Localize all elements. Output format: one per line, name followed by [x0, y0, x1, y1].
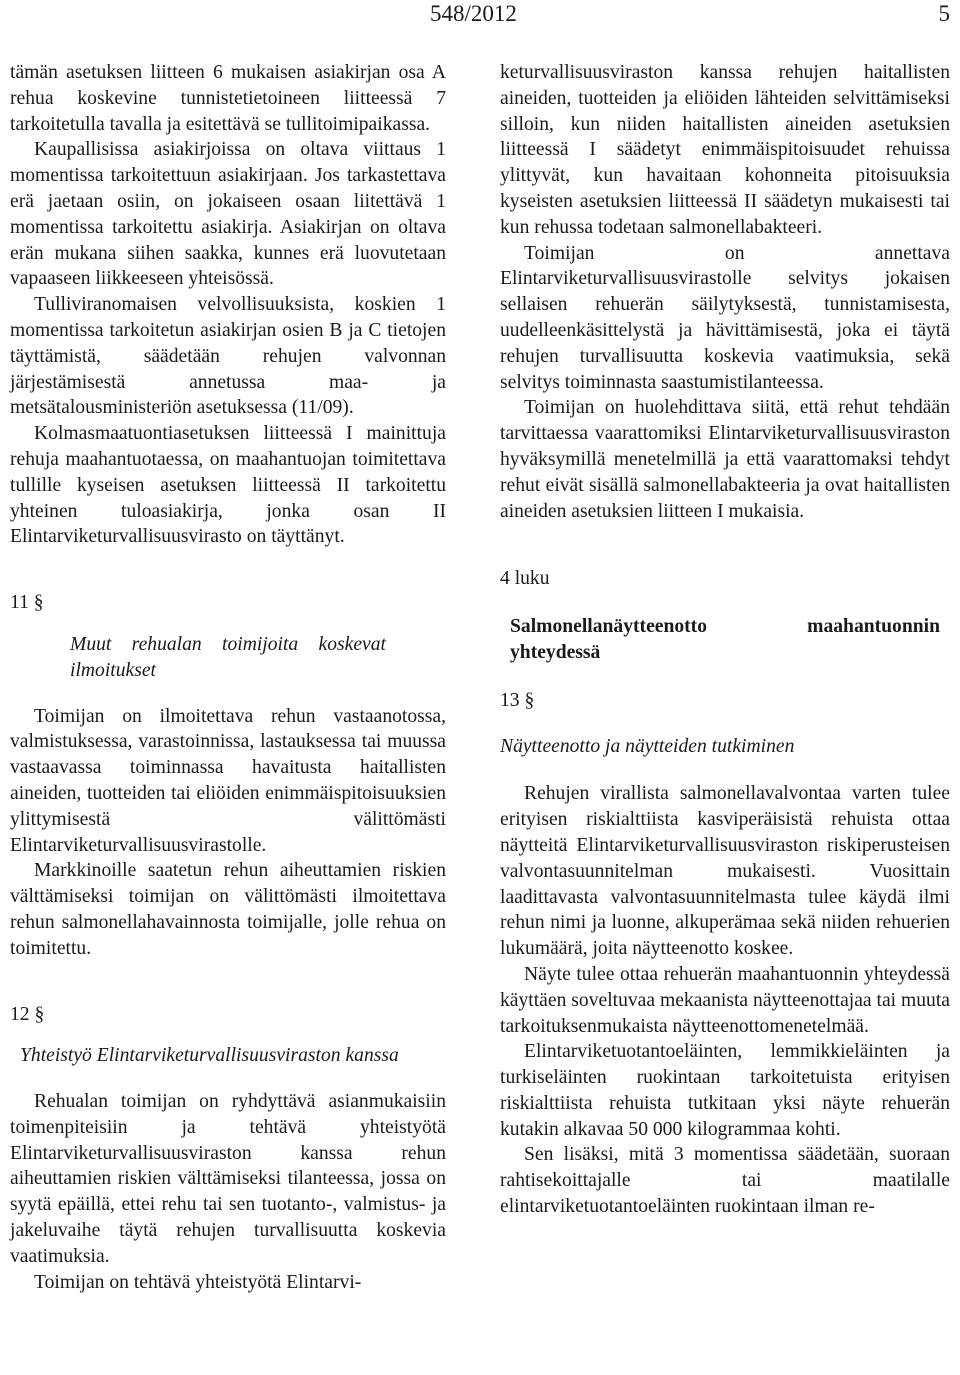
paragraph: Toimijan on annettava Elintarviketurvallisuusvirastolle selvitys jokaisen sellaisen rehuerän säilytyksestä, tunnistamisesta, uudelleenkäsittelystä ja hävittämisestä, joka ei täytä rehujen turvallisuutta koskevia vaatimuksia, sekä selvitys toiminnasta saastumistilanteessa.: [500, 242, 950, 393]
paragraph: Sen lisäksi, mitä 3 momentissa säädetään, suoraan rahtisekoittajalle tai maatilalle elintarviketuotantoeläinten ruokintaan ilman re-: [500, 1144, 950, 1218]
paragraph: Kaupallisissa asiakirjoissa on oltava viittaus 1 momentissa tarkoitettuun asiakirjaan. Jos tarkastettava erä jaetaan osiin, on jokaiseen osaan liitettävä 1 momentissa tarkoitettu asiakirja. Asiakirjan on oltava erän mukana siihen saakka, kunnes erä luovutetaan vapaaseen liikkeeseen yhteisössä.: [10, 139, 446, 290]
paragraph: tämän asetuksen liitteen 6 mukaisen asiakirjan osa A rehua koskevine tunnistetietoineen liitteessä 7 tarkoitetulla tavalla ja esitettävä se tullitoimipaikassa.: [10, 62, 446, 135]
paragraph: Markkinoille saatetun rehun aiheuttamien riskien välttämiseksi toimijan on välittömästi ilmoitettava rehun salmonellahavainnosta toimijalle, jolle rehua on toimitettu.: [10, 860, 446, 959]
chapter-title: Salmonellanäytteenotto maahantuonnin yhteydessä: [510, 616, 940, 663]
paragraph: Toimijan on ilmoitettava rehun vastaanotossa, valmistuksessa, varastoinnissa, lastauksessa tai muussa vastaavassa toiminnassa havaitusta haitallisten aineiden, tuotteiden tai eliöiden enimmäispitoisuuksien ylittymisestä välittömästi Elintarviketurvallisuusvirastolle.: [10, 705, 446, 856]
section-number: 12 §: [10, 1003, 45, 1025]
section-title: Muut rehualan toimijoita koskevat ilmoitukset: [70, 633, 386, 681]
paragraph: Rehualan toimijan on ryhdyttävä asianmukaisiin toimenpiteisiin ja tehtävä yhteistyötä Elintarviketurvallisuusviraston kanssa rehun aiheuttamien riskien välttämiseksi tilanteessa, jossa on syytä epäillä, ettei rehu tai sen tuotanto-, valmistus- ja jakeluvaihe täytä rehujen turvallisuutta koskevia vaatimuksia.: [10, 1091, 446, 1267]
paragraph: Kolmasmaatuontiasetuksen liitteessä I mainittuja rehuja maahantuotaessa, on maahantuojan toimitettava tullille kyseisen asetuksen liitteessä II tarkoitettu yhteinen tuloasiakirja, jonka osan II Elintarviketurvallisuusvirasto on täyttänyt.: [10, 423, 446, 548]
section-number: 13 §: [500, 689, 535, 711]
page-number: 5: [938, 1, 950, 26]
paragraph: Toimijan on tehtävä yhteistyötä Elintarvi-: [34, 1271, 362, 1293]
paragraph: keturvallisuusviraston kanssa rehujen haitallisten aineiden, tuotteiden ja eliöiden lähteiden selvittämiseksi silloin, kun niiden haitallisten aineiden asetuksien liitteessä I säädetyt enimmäispitoisuudet rehuissa ylittyvät, kun havaitaan kohonneita pitoisuuksia kyseisten asetuksien liitteessä II säädetyn mukaisesti tai kun rehussa todetaan salmonellabakteeri.: [500, 62, 950, 238]
section-title: Yhteistyö Elintarviketurvallisuusviraston kanssa: [20, 1045, 399, 1067]
paragraph: Elintarviketuotantoeläinten, lemmikkieläinten ja turkiseläinten ruokintaan tarkoitetuista erityisen riskialttiista rehuista tutkitaan yksi näyte rehuerän kutakin alkavaa 50 000 kilogrammaa kohti.: [500, 1041, 950, 1140]
section-number: 11 §: [10, 592, 44, 614]
chapter-number: 4 luku: [500, 568, 550, 590]
paragraph: Rehujen virallista salmonellavalvontaa varten tulee erityisen riskialttiista kasviperäisistä rehuista ottaa näytteitä Elintarviketurvallisuusviraston riskiperusteisen valvontasuunnitelman mukaisesti. Vuosittain laadittavasta valvontasuunnitelmasta tulee käydä ilmi rehun nimi ja luonne, alkuperämaa sekä niiden rehuerien lukumäärä, joita näytteenotto koskee.: [500, 783, 950, 960]
paragraph: Näyte tulee ottaa rehuerän maahantuonnin yhteydessä käyttäen soveltuvaa mekaanista näytteenottajaa tai muuta tarkoituksenmukaista näytteenottomenetelmää.: [500, 963, 950, 1037]
paragraph: Tulliviranomaisen velvollisuuksista, koskien 1 momentissa tarkoitetun asiakirjan osien B ja C tietojen täyttämistä, säädetään rehujen valvonnan järjestämisestä annetussa maa- ja metsätalousministeriön asetuksessa (11/09).: [10, 294, 446, 419]
section-title: Näytteenotto ja näytteiden tutkiminen: [500, 735, 795, 757]
left-column: [10, 60, 446, 1295]
right-column: [500, 60, 950, 1220]
document-number: 548/2012: [430, 1, 517, 26]
page-header: [0, 0, 960, 34]
paragraph: Toimijan on huolehdittava siitä, että rehut tehdään tarvittaessa vaarattomiksi Elintarviketurvallisuusviraston hyväksymillä menetelmillä ja että vaarattomaksi tehdyt rehut eivät sisällä salmonellabakteeria ja ovat haitallisten aineiden asetuksien liitteen I mukaisia.: [500, 397, 950, 522]
